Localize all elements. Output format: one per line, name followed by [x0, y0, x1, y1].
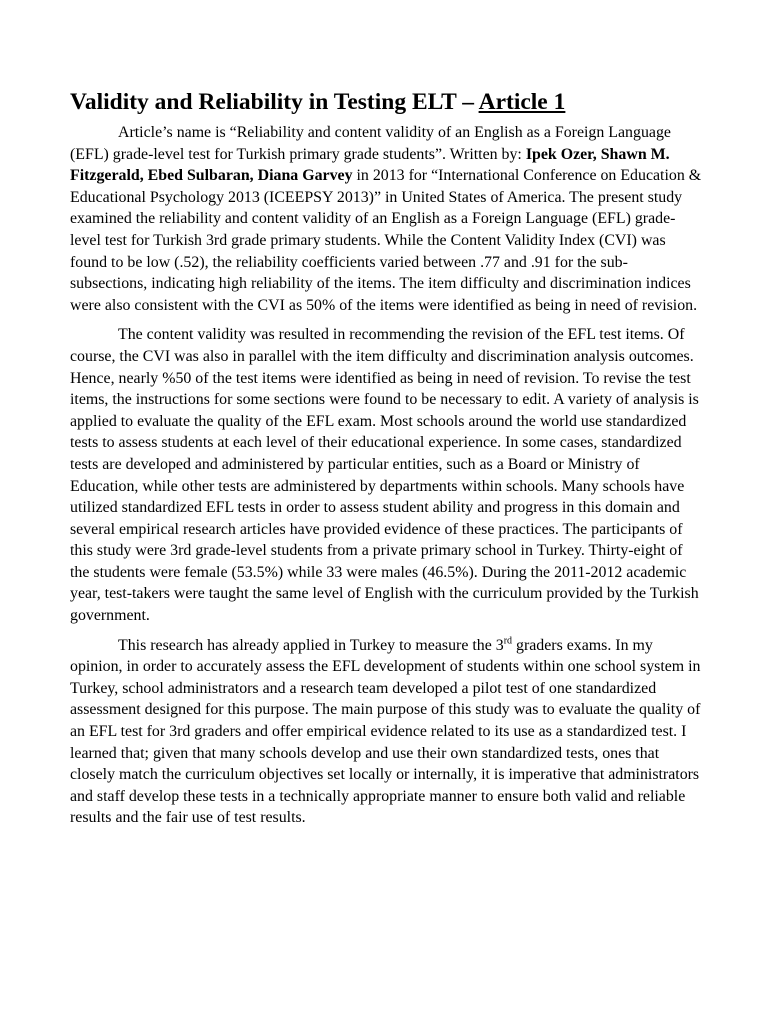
document-title: [70, 86, 702, 118]
paragraph-3-superscript: rd: [503, 635, 513, 647]
paragraph-1-authors: Ipek Ozer, Shawn M. Fitzgerald, Ebed Sulbaran, Diana Garvey: [70, 145, 670, 185]
paragraph-2: The content validity was resulted in recommending the revision of the EFL test items. Of course, the CVI was also in parallel with the item difficulty and discrimination analysis outcomes. Hence, nearly %50 of the test items were identified as being in need of revision. To revise the test items, the instructions for some sections were found to be necessary to edit. A variety of analysis is applied to evaluate the quality of the EFL exam. Most schools around the world use standardized tests to assess students at each level of their educational experience. In some cases, standardized tests are developed and administered by particular entities, such as a Board or Ministry of Education, while other tests are administered by departments within schools. Many schools have utilized standardized EFL tests in order to assess student ability and progress in this domain and several empirical research articles have provided evidence of these practices. The participants of this study were 3rd grade-level students from a private primary school in Turkey. Thirty-eight of the students were female (53.5%) while 33 were males (46.5%). During the 2011-2012 academic year, test-takers were taught the same level of English with the curriculum provided by the Turkish government.: [70, 326, 699, 625]
paragraph-3-intro: This research has already applied in Turkey to measure the 3: [118, 636, 504, 654]
paragraph-1-intro: Article’s name is “Reliability and content validity of an English as a Foreign Language (EFL) grade-level test for Turkish primary grade students”. Written by:: [70, 124, 671, 163]
paragraph-3-body: graders exams. In my opinion, in order to accurately assess the EFL development of students within one school system in Turkey, school administrators and a research team developed a pilot test of one standardized assessment designed for this purpose. The main purpose of this study was to evaluate the quality of an EFL test for 3rd graders and offer empirical evidence related to its use as a standardized test. I learned that; given that many schools develop and use their own standardized tests, ones that closely match the curriculum objectives set locally or internally, it is imperative that administrators and staff develop these tests in a technically appropriate manner to ensure both valid and reliable results and the fair use of test results.: [70, 636, 701, 827]
title-main: Validity and Reliability in Testing ELT –: [70, 89, 479, 115]
title-article-link: Article 1: [478, 89, 566, 115]
paragraph-1: [70, 122, 702, 316]
paragraph-1-body: in 2013 for “International Conference on Education & Educational Psychology 2013 (ICEEPSY 2013)” in United States of America. The present study examined the reliability and content validity of an English as a Foreign Language (EFL) grade-level test for Turkish 3rd grade primary students. While the Content Validity Index (CVI) was found to be low (.52), the reliability coefficients varied between .77 and .91 for the sub-subsections, indicating high reliability of the items. The item difficulty and discrimination indices were also consistent with the CVI as 50% of the items were identified as being in need of revision.: [70, 167, 702, 314]
paragraph-3: [70, 635, 702, 829]
document-page: [70, 86, 702, 837]
